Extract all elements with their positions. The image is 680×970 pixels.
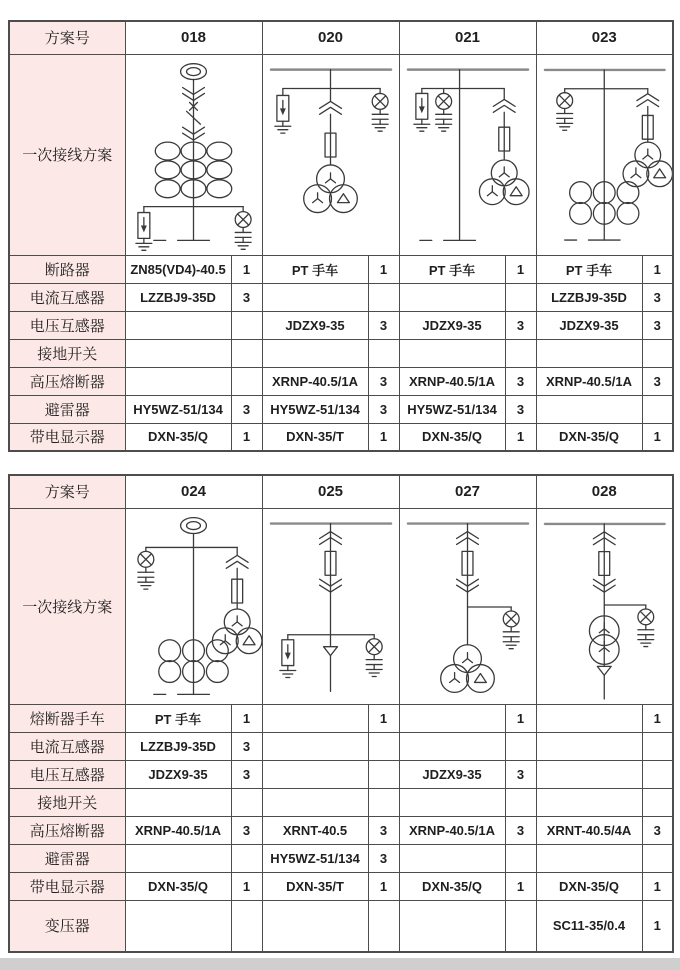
- qty-cell-020: 1: [368, 255, 399, 283]
- qty-cell-028: 3: [642, 816, 673, 844]
- qty-cell-027: 3: [505, 816, 536, 844]
- equipment-row-label: 接地开关: [9, 788, 125, 816]
- qty-cell-024: 3: [231, 760, 262, 788]
- scheme-number-027: 027: [399, 475, 536, 508]
- model-cell-028: [536, 760, 642, 788]
- model-cell-027: JDZX9-35: [399, 760, 505, 788]
- model-cell-027: [399, 788, 505, 816]
- diagram-cell-023: [536, 54, 673, 255]
- qty-cell-020: 3: [368, 311, 399, 339]
- qty-cell-020: [368, 339, 399, 367]
- qty-cell-025: [368, 760, 399, 788]
- qty-cell-018: [231, 339, 262, 367]
- model-cell-028: [536, 704, 642, 732]
- qty-cell-028: [642, 788, 673, 816]
- qty-cell-020: 3: [368, 367, 399, 395]
- model-cell-020: DXN-35/T: [262, 423, 368, 451]
- equipment-row-label: 高压熔断器: [9, 367, 125, 395]
- qty-cell-024: 3: [231, 732, 262, 760]
- model-cell-020: [262, 339, 368, 367]
- model-cell-027: [399, 732, 505, 760]
- model-cell-020: [262, 283, 368, 311]
- qty-cell-028: [642, 732, 673, 760]
- qty-cell-021: 1: [505, 255, 536, 283]
- equipment-row-label: 避雷器: [9, 844, 125, 872]
- model-cell-028: XRNT-40.5/4A: [536, 816, 642, 844]
- qty-cell-028: [642, 760, 673, 788]
- qty-cell-024: 3: [231, 816, 262, 844]
- scheme-number-028: 028: [536, 475, 673, 508]
- diagram-cell-020: [262, 54, 399, 255]
- qty-cell-027: [505, 788, 536, 816]
- equipment-row-label: 高压熔断器: [9, 816, 125, 844]
- scheme-number-023: 023: [536, 21, 673, 54]
- model-cell-023: [536, 339, 642, 367]
- model-cell-025: DXN-35/T: [262, 872, 368, 900]
- model-cell-024: [125, 900, 231, 952]
- model-cell-027: [399, 704, 505, 732]
- qty-cell-023: 3: [642, 367, 673, 395]
- model-cell-021: HY5WZ-51/134: [399, 395, 505, 423]
- scheme-number-header-label: 方案号: [9, 475, 125, 508]
- scheme-number-020: 020: [262, 21, 399, 54]
- model-cell-024: [125, 844, 231, 872]
- qty-cell-024: [231, 844, 262, 872]
- model-cell-027: [399, 844, 505, 872]
- diagram-cell-028: [536, 508, 673, 704]
- model-cell-024: PT 手车: [125, 704, 231, 732]
- equipment-row-label: 变压器: [9, 900, 125, 952]
- single-line-diagram-028: [537, 509, 673, 704]
- model-cell-028: DXN-35/Q: [536, 872, 642, 900]
- qty-cell-020: 1: [368, 423, 399, 451]
- scheme-number-018: 018: [125, 21, 262, 54]
- model-cell-020: PT 手车: [262, 255, 368, 283]
- qty-cell-025: 3: [368, 844, 399, 872]
- model-cell-020: HY5WZ-51/134: [262, 395, 368, 423]
- diagram-cell-025: [262, 508, 399, 704]
- qty-cell-021: 3: [505, 311, 536, 339]
- model-cell-021: [399, 283, 505, 311]
- model-cell-025: XRNT-40.5: [262, 816, 368, 844]
- model-cell-024: [125, 788, 231, 816]
- model-cell-028: [536, 732, 642, 760]
- model-cell-023: DXN-35/Q: [536, 423, 642, 451]
- model-cell-023: XRNP-40.5/1A: [536, 367, 642, 395]
- model-cell-028: [536, 788, 642, 816]
- qty-cell-023: 3: [642, 311, 673, 339]
- single-line-diagram-027: [400, 509, 536, 704]
- model-cell-028: SC11-35/0.4: [536, 900, 642, 952]
- qty-cell-021: [505, 283, 536, 311]
- qty-cell-018: 3: [231, 395, 262, 423]
- scheme-number-025: 025: [262, 475, 399, 508]
- qty-cell-024: [231, 788, 262, 816]
- scheme-tables-mount: [8, 20, 672, 953]
- model-cell-025: [262, 900, 368, 952]
- qty-cell-020: [368, 283, 399, 311]
- model-cell-023: LZZBJ9-35D: [536, 283, 642, 311]
- scheme-table-2: [8, 474, 674, 953]
- qty-cell-018: 3: [231, 283, 262, 311]
- qty-cell-028: 1: [642, 704, 673, 732]
- model-cell-024: LZZBJ9-35D: [125, 732, 231, 760]
- qty-cell-023: 1: [642, 255, 673, 283]
- diagram-row-label: 一次接线方案: [9, 54, 125, 255]
- model-cell-021: [399, 339, 505, 367]
- single-line-diagram-024: [126, 509, 262, 704]
- diagram-cell-027: [399, 508, 536, 704]
- equipment-row-label: 电流互感器: [9, 732, 125, 760]
- diagram-cell-021: [399, 54, 536, 255]
- qty-cell-018: [231, 311, 262, 339]
- equipment-row-label: 熔断器手车: [9, 704, 125, 732]
- model-cell-027: DXN-35/Q: [399, 872, 505, 900]
- model-cell-025: [262, 760, 368, 788]
- equipment-row-label: 带电显示器: [9, 872, 125, 900]
- qty-cell-021: [505, 339, 536, 367]
- model-cell-018: LZZBJ9-35D: [125, 283, 231, 311]
- model-cell-021: XRNP-40.5/1A: [399, 367, 505, 395]
- diagram-cell-018: [125, 54, 262, 255]
- model-cell-018: [125, 339, 231, 367]
- model-cell-021: JDZX9-35: [399, 311, 505, 339]
- qty-cell-018: 1: [231, 423, 262, 451]
- model-cell-023: JDZX9-35: [536, 311, 642, 339]
- model-cell-027: XRNP-40.5/1A: [399, 816, 505, 844]
- qty-cell-027: 3: [505, 760, 536, 788]
- qty-cell-021: 3: [505, 395, 536, 423]
- model-cell-018: [125, 367, 231, 395]
- single-line-diagram-018: [126, 55, 262, 255]
- model-cell-018: [125, 311, 231, 339]
- single-line-diagram-023: [537, 55, 673, 255]
- qty-cell-024: 1: [231, 872, 262, 900]
- model-cell-024: DXN-35/Q: [125, 872, 231, 900]
- model-cell-027: [399, 900, 505, 952]
- model-cell-025: [262, 788, 368, 816]
- model-cell-025: HY5WZ-51/134: [262, 844, 368, 872]
- equipment-row-label: 断路器: [9, 255, 125, 283]
- qty-cell-023: 3: [642, 283, 673, 311]
- qty-cell-025: [368, 732, 399, 760]
- model-cell-020: JDZX9-35: [262, 311, 368, 339]
- qty-cell-023: 1: [642, 423, 673, 451]
- model-cell-025: [262, 732, 368, 760]
- equipment-row-label: 电流互感器: [9, 283, 125, 311]
- equipment-row-label: 接地开关: [9, 339, 125, 367]
- qty-cell-023: [642, 395, 673, 423]
- equipment-row-label: 带电显示器: [9, 423, 125, 451]
- single-line-diagram-025: [263, 509, 399, 704]
- diagram-row-label: 一次接线方案: [9, 508, 125, 704]
- qty-cell-024: [231, 900, 262, 952]
- qty-cell-028: 1: [642, 872, 673, 900]
- model-cell-024: JDZX9-35: [125, 760, 231, 788]
- scheme-number-024: 024: [125, 475, 262, 508]
- model-cell-018: HY5WZ-51/134: [125, 395, 231, 423]
- model-cell-023: [536, 395, 642, 423]
- single-line-diagram-020: [263, 55, 399, 255]
- qty-cell-025: [368, 788, 399, 816]
- qty-cell-027: [505, 900, 536, 952]
- qty-cell-028: 1: [642, 900, 673, 952]
- model-cell-021: PT 手车: [399, 255, 505, 283]
- model-cell-021: DXN-35/Q: [399, 423, 505, 451]
- model-cell-020: XRNP-40.5/1A: [262, 367, 368, 395]
- qty-cell-027: 1: [505, 872, 536, 900]
- equipment-row-label: 避雷器: [9, 395, 125, 423]
- model-cell-023: PT 手车: [536, 255, 642, 283]
- scheme-number-021: 021: [399, 21, 536, 54]
- page-bottom-edge: [0, 958, 680, 970]
- model-cell-018: ZN85(VD4)-40.5: [125, 255, 231, 283]
- qty-cell-023: [642, 339, 673, 367]
- qty-cell-025: 3: [368, 816, 399, 844]
- model-cell-018: DXN-35/Q: [125, 423, 231, 451]
- scheme-table-1: [8, 20, 674, 452]
- model-cell-028: [536, 844, 642, 872]
- equipment-row-label: 电压互感器: [9, 760, 125, 788]
- qty-cell-021: 1: [505, 423, 536, 451]
- qty-cell-025: [368, 900, 399, 952]
- model-cell-024: XRNP-40.5/1A: [125, 816, 231, 844]
- qty-cell-027: [505, 732, 536, 760]
- qty-cell-027: 1: [505, 704, 536, 732]
- equipment-row-label: 电压互感器: [9, 311, 125, 339]
- qty-cell-025: 1: [368, 704, 399, 732]
- single-line-diagram-021: [400, 55, 536, 255]
- qty-cell-027: [505, 844, 536, 872]
- qty-cell-021: 3: [505, 367, 536, 395]
- model-cell-025: [262, 704, 368, 732]
- qty-cell-018: 1: [231, 255, 262, 283]
- qty-cell-020: 3: [368, 395, 399, 423]
- qty-cell-028: [642, 844, 673, 872]
- qty-cell-025: 1: [368, 872, 399, 900]
- scheme-number-header-label: 方案号: [9, 21, 125, 54]
- diagram-cell-024: [125, 508, 262, 704]
- qty-cell-024: 1: [231, 704, 262, 732]
- qty-cell-018: [231, 367, 262, 395]
